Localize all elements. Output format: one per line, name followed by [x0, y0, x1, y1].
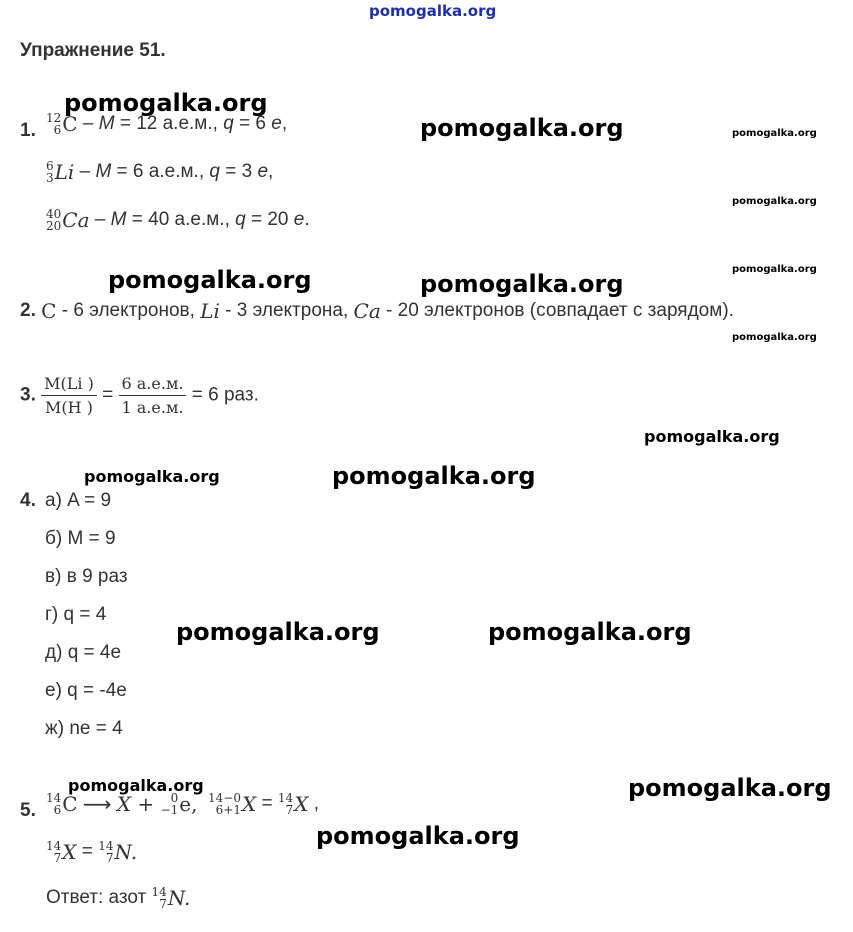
item-5-reaction-line: 14 6 C ⟶ X + 0 −1 e, 14−0 6+1 X = 14 7 X ,	[46, 791, 319, 817]
exercise-title: Упражнение 51.	[20, 40, 166, 61]
item-1-lithium-line: 6 3 Li – M = 6 а.е.м., q = 3 e,	[46, 159, 274, 185]
item-3-line: 3. $\frac{M(Li )}{M(H )}$ = $\frac{6 а.е.м.}{1 а.е.м.}$ = 6 раз.	[20, 374, 259, 417]
item-4-line-g: ж) ne = 4	[45, 718, 123, 739]
item-4-line-a: а) A = 9	[45, 490, 112, 511]
item-5-number: 5.	[20, 800, 36, 821]
watermark: pomogalka.org	[316, 822, 520, 850]
watermark: pomogalka.org	[732, 332, 817, 343]
watermark: pomogalka.org	[84, 467, 220, 486]
reaction-arrow-icon: ⟶	[82, 792, 112, 816]
mass-ratio-fraction: $\frac{M(Li )}{M(H )}$	[41, 374, 97, 417]
watermark: pomogalka.org	[108, 266, 312, 294]
watermark-top: pomogalka.org	[369, 2, 497, 20]
watermark: pomogalka.org	[732, 264, 817, 275]
watermark: pomogalka.org	[68, 776, 204, 795]
item-5-answer-line: Ответ: азот 14 7 N.	[46, 885, 191, 911]
watermark: pomogalka.org	[644, 427, 780, 446]
watermark: pomogalka.org	[176, 618, 380, 646]
watermark: pomogalka.org	[488, 618, 692, 646]
item-4-number: 4.	[20, 490, 36, 511]
calcium-nuclide-numbers: 40 20	[46, 207, 62, 233]
carbon-nuclide-numbers: 12 6	[46, 111, 62, 137]
watermark: pomogalka.org	[732, 196, 817, 207]
item-1-number: 1.	[20, 120, 36, 141]
item-4-line-f: е) q = -4e	[45, 680, 127, 701]
item-1-calcium-line: 40 20 Ca – M = 40 а.е.м., q = 20 e.	[46, 207, 310, 233]
watermark: pomogalka.org	[64, 89, 268, 117]
amu-ratio-fraction: $\frac{6 а.е.м.}{1 а.е.м.}$	[119, 374, 187, 417]
item-1-carbon-line: 12 6 C – M = 12 а.е.м., q = 6 e,	[46, 111, 288, 137]
item-2-line: 2. C - 6 электронов, Li - 3 электрона, Ca - 20 электронов (совпадает с зарядом).	[20, 299, 734, 323]
item-3-number: 3.	[20, 384, 36, 406]
item-5-result-line: 14 7 X = 14 7 N.	[46, 839, 138, 865]
watermark: pomogalka.org	[420, 114, 624, 142]
item-4-line-c: в) в 9 раз	[45, 566, 128, 587]
watermark: pomogalka.org	[628, 774, 832, 802]
item-2-number: 2.	[20, 300, 36, 322]
watermark: pomogalka.org	[420, 270, 624, 298]
item-4-line-b: б) M = 9	[45, 528, 116, 549]
item-4-line-d: г) q = 4	[45, 604, 107, 625]
item-4-line-e: д) q = 4e	[45, 642, 122, 663]
lithium-nuclide-numbers: 6 3	[46, 159, 54, 185]
watermark: pomogalka.org	[732, 128, 817, 139]
watermark: pomogalka.org	[332, 462, 536, 490]
